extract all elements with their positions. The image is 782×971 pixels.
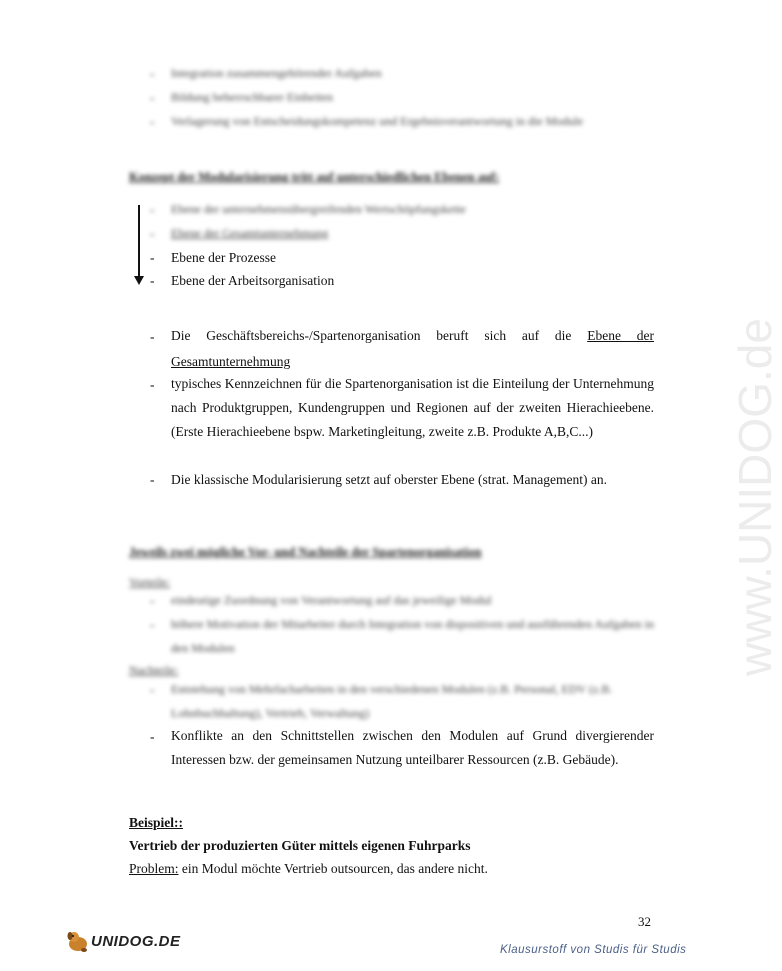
nachteile-label: Nachteile: <box>129 663 179 677</box>
underlined-term-continued: Gesamtunternehmung <box>171 354 291 369</box>
list-item: Verlagerung von Entscheidungskompetenz und Ergebnisverantwortung in die Module <box>171 114 584 128</box>
list-item: Ebene der Arbeitsorganisation <box>171 273 335 288</box>
dog-icon <box>65 928 91 954</box>
unidog-logo <box>65 928 181 954</box>
vorteile-label: Vorteile: <box>129 575 171 589</box>
down-arrow-icon <box>138 205 140 279</box>
list-item: Ebene der Gesamtunternehmung <box>171 226 329 240</box>
section-heading: Jeweils zwei mögliche Vor- und Nachteile der Spartenorganisation <box>129 545 482 559</box>
list-item: Ebene der Prozesse <box>171 250 276 265</box>
page-number: 32 <box>638 914 651 929</box>
list-item: Entstehung von Mehrfacharbeiten in den verschiedenen Modulen (z.B. Personal, EDV (z.B. Lohnbuchhaltung), Vertrieb, Verwaltung) <box>171 682 613 720</box>
list-item: Integration zusammengehörender Aufgaben <box>171 66 382 80</box>
list-item: höhere Motivation der Mitarbeiter durch Integration von dispositiven und ausführenden Aufgaben in den Modulen <box>171 617 654 655</box>
arrow-head-icon <box>134 276 144 285</box>
problem-line: Problem: ein Modul möchte Vertrieb outsourcen, das andere nicht. <box>129 861 488 876</box>
logo-text: UNIDOG.DE <box>91 932 181 950</box>
watermark: www.UNIDOG.de <box>729 318 781 676</box>
beispiel-label: Beispiel:: <box>129 815 183 830</box>
list-item: eindeutige Zuordnung von Verantwortung auf das jeweilige Modul <box>171 593 492 607</box>
beispiel-title: Vertrieb der produzierten Güter mittels eigenen Fuhrparks <box>129 838 471 853</box>
list-item: Die klassische Modularisierung setzt auf oberster Ebene (strat. Management) an. <box>171 472 607 487</box>
list-item: Die Geschäftsbereichs-/Spartenorganisation beruft sich auf die Ebene der <box>171 328 655 343</box>
list-item: Konflikte an den Schnittstellen zwischen den Modulen auf Grund divergierender Interessen bzw. der gemeinsamen Nutzung unteilbarer Ressourcen (z.B. Gebäude). <box>171 728 654 767</box>
footer-tagline: Klausurstoff von Studis für Studis <box>500 944 687 956</box>
underlined-term: Ebene der <box>587 328 655 343</box>
section-heading: Konzept der Modularisierung tritt auf unterschiedlichen Ebenen auf: <box>129 170 500 184</box>
list-item: Ebene der unternehmensübergreifenden Wertschöpfungskette <box>171 202 466 216</box>
list-item: Bildung beherrschbarer Einheiten <box>171 90 333 104</box>
list-item: typisches Kennzeichnen für die Spartenorganisation ist die Einteilung der Unternehmung nach Produktgruppen, Kundengruppen und Regionen auf der zweiten Hierachieebene. (Erste Hierachieebene bspw. Marketingleitung, zweite z.B. Produkte A,B,C...) <box>171 376 654 439</box>
